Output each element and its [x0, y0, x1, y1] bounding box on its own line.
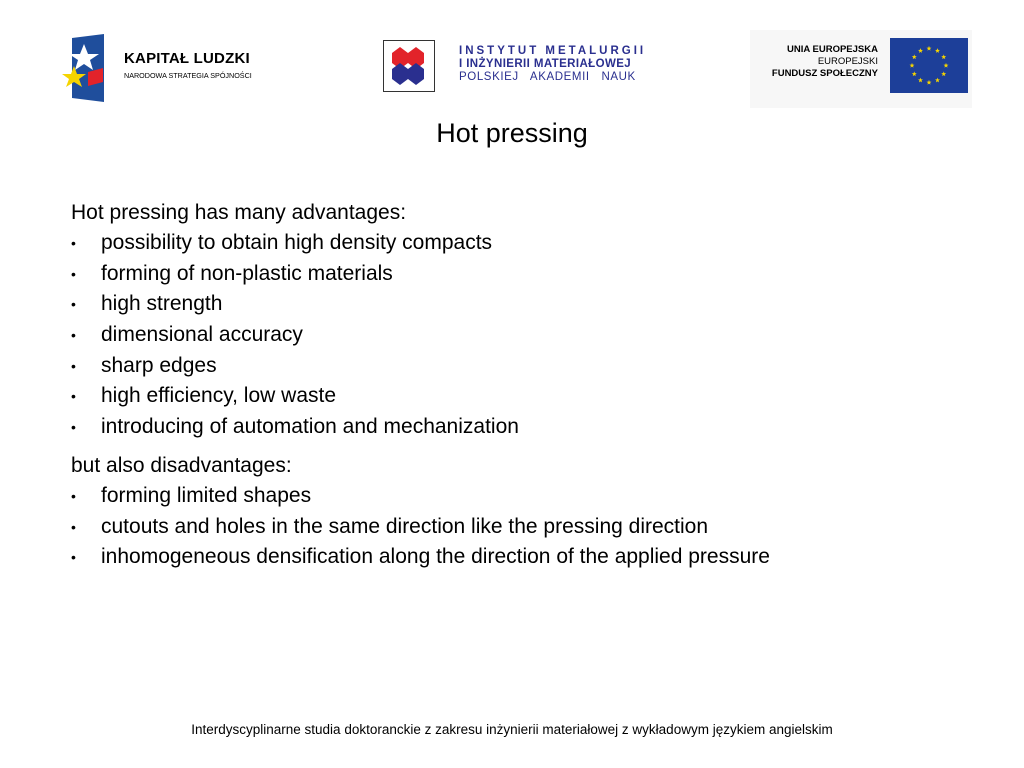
advantage-item [71, 412, 971, 443]
kapital-ludzki-title: KAPITAŁ LUDZKI [124, 50, 250, 67]
advantage-text: forming of non-plastic materials [101, 261, 393, 285]
institute-logo [383, 40, 435, 92]
disadvantage-text: inhomogeneous densification along the direction of the applied pressure [101, 545, 770, 569]
advantages-intro: Hot pressing has many advantages: [71, 201, 407, 224]
advantage-item [71, 320, 971, 351]
advantage-item [71, 351, 971, 382]
eu-line-2: EUROPEJSKI [817, 56, 878, 67]
institute-name [459, 45, 646, 84]
kapital-ludzki-subtitle: NARODOWA STRATEGIA SPÓJNOŚCI [124, 71, 252, 80]
advantage-text: high strength [101, 292, 223, 316]
advantage-text: dimensional accuracy [101, 323, 303, 347]
kapital-ludzki-emblem-icon [62, 30, 118, 106]
kapital-ludzki-logo [62, 30, 292, 106]
bullet-icon: • [71, 327, 76, 344]
bullet-icon: • [71, 388, 76, 405]
institute-emblem-icon [384, 41, 434, 91]
bullet-icon: • [71, 518, 76, 535]
advantage-text: high efficiency, low waste [101, 384, 337, 408]
disadvantage-text: forming limited shapes [101, 483, 312, 507]
disadvantage-item [71, 512, 971, 543]
bullet-icon: • [71, 419, 76, 436]
bullet-icon: • [71, 235, 76, 251]
disadvantages-list [71, 481, 971, 573]
bullet-icon: • [71, 549, 76, 566]
eu-line-3: FUNDUSZ SPOŁECZNY [771, 68, 878, 79]
advantages-list [71, 228, 971, 443]
eu-logo [750, 30, 972, 108]
advantage-text: sharp edges [101, 353, 217, 377]
slide-title: Hot pressing [436, 118, 588, 148]
advantage-item [71, 289, 971, 320]
footer-text: Interdyscyplinarne studia doktoranckie z zakresu inżynierii materiałowej z wykładowym językiem angielskim [191, 722, 833, 737]
disadvantage-text: cutouts and holes in the same direction like the pressing direction [101, 514, 709, 538]
institute-line-2: I INŻYNIERII MATERIAŁOWEJ [459, 58, 632, 70]
advantage-item [71, 228, 971, 259]
eu-line-1: UNIA EUROPEJSKA [787, 44, 878, 55]
eu-flag-icon [890, 38, 968, 93]
advantage-item [71, 381, 971, 412]
bullet-icon: • [71, 357, 76, 374]
slide-content [71, 198, 971, 573]
eu-text [750, 44, 878, 80]
bullet-icon: • [71, 487, 76, 504]
institute-line-1: INSTYTUT METALURGII [459, 45, 647, 57]
bullet-icon: • [71, 265, 76, 282]
advantage-text: introducing of automation and mechanization [101, 415, 519, 439]
bullet-icon: • [71, 296, 76, 313]
advantage-text: possibility to obtain high density compacts [101, 231, 493, 254]
disadvantage-item [71, 481, 971, 512]
institute-line-3: POLSKIEJ AKADEMII NAUK [459, 71, 636, 83]
advantage-item [71, 259, 971, 290]
disadvantage-item [71, 542, 971, 573]
disadvantages-intro: but also disadvantages: [71, 453, 292, 477]
